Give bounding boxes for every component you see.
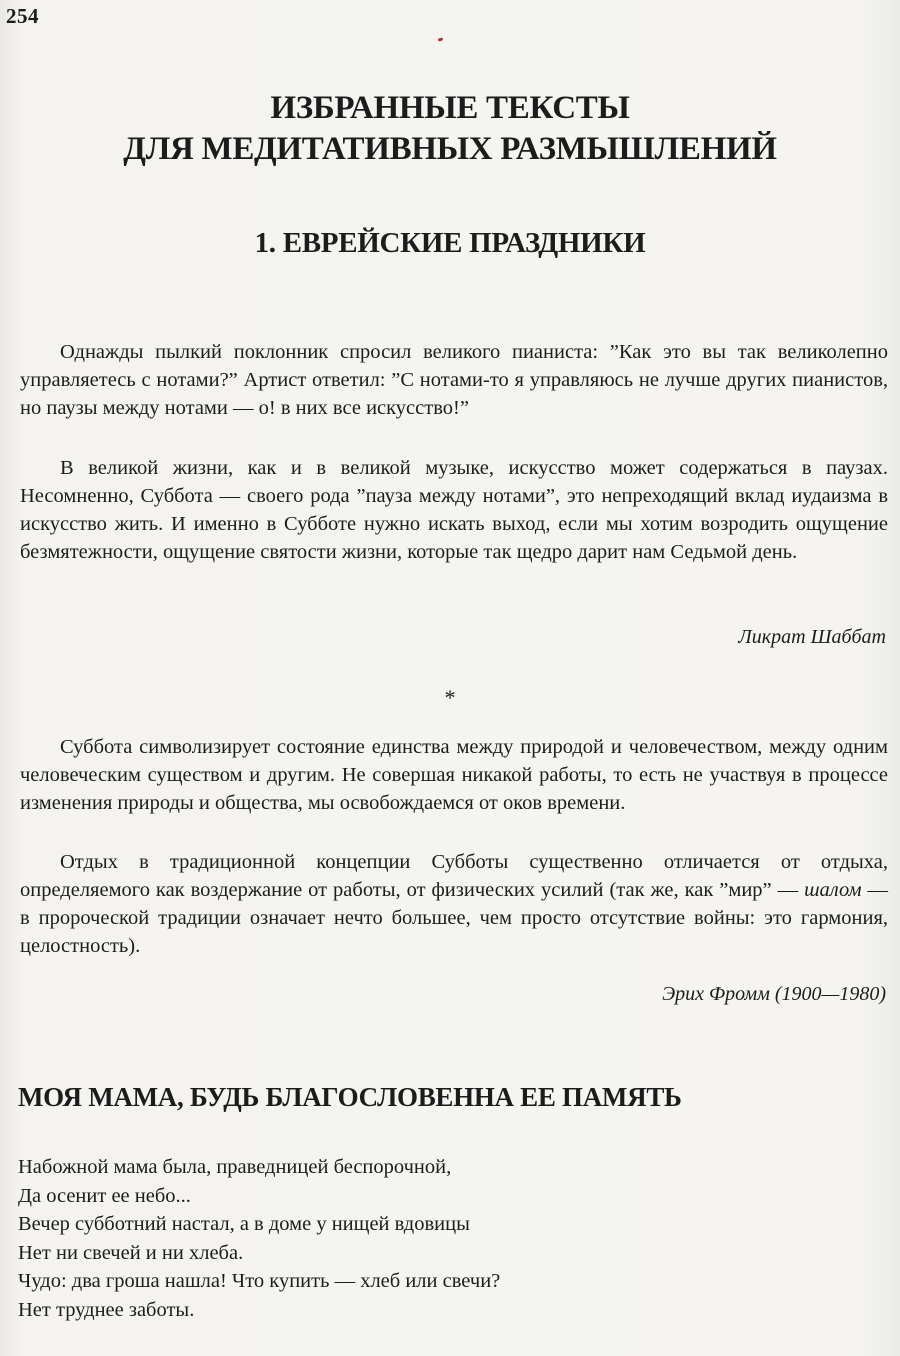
passage2-paragraph-2-part-2: — в пророческой традиции означает нечто большее, чем просто отсутствие войны: это гармония, целостность). [20,879,888,957]
ink-speck [438,37,444,42]
passage2-paragraph-2-part-1: Отдых в традиционной концепции Субботы существенно отличается от отдыха, определяемого как воздержание от работы, от физических усилий (так же, как ”мир” — [20,851,888,901]
main-title-line-1: ИЗБРАННЫЕ ТЕКСТЫ [270,90,630,126]
poem-line: Чудо: два гроша нашла! Что купить — хлеб или свечи? [18,1270,501,1293]
main-title [0,88,900,170]
passage2-paragraph-1: Суббота символизирует состояние единства между природой и человечеством, между одним человеческим существом и другим. Не совершая никакой работы, то есть не участвуя в процессе изменения природы и общества, мы освобождаемся от оков времени. [20,736,888,814]
section-separator: * [444,685,456,710]
poem-line: Нет ни свечей и ни хлеба. [18,1241,244,1264]
main-title-line-2: ДЛЯ МЕДИТАТИВНЫХ РАЗМЫШЛЕНИЙ [123,131,777,167]
passage2-attribution: Эрих Фромм (1900—1980) [662,983,886,1005]
poem-title: МОЯ МАМА, БУДЬ БЛАГОСЛОВЕННА ЕЕ ПАМЯТЬ [18,1082,682,1112]
poem-line: Нет труднее заботы. [18,1298,195,1321]
poem-line: Набожной мама была, праведницей беспорочной, [18,1156,452,1178]
passage1-attribution: Ликрат Шаббат [738,626,886,648]
page-number: 254 [6,4,39,28]
passage1-paragraph-2: В великой жизни, как и в великой музыке, искусство может содержаться в паузах. Несомненно, Суббота — своего рода ”пауза между нотами”, это непреходящий вклад иудаизма в искусство жить. И именно в Субботе нужно искать выход, если мы хотим возродить ощущение безмятежности, ощущение святости жизни, которые так щедро дарит нам Седьмой день. [20,457,888,563]
passage1-paragraph-1: Однажды пылкий поклонник спросил великого пианиста: ”Как это вы так великолепно управляетесь с нотами?” Артист ответил: ”С нотами-то я управляюсь не лучше других пианистов, но паузы между нотами — о! в них все искусство!” [20,341,888,419]
section-title: 1. ЕВРЕЙСКИЕ ПРАЗДНИКИ [254,227,646,259]
poem-line: Да осенит ее небо... [18,1184,191,1207]
passage2-paragraph-2 [20,848,888,960]
poem-line: Вечер субботний настал, а в доме у нищей вдовицы [18,1213,470,1236]
shalom-term: шалом [804,879,862,901]
poem-body [18,1153,500,1325]
